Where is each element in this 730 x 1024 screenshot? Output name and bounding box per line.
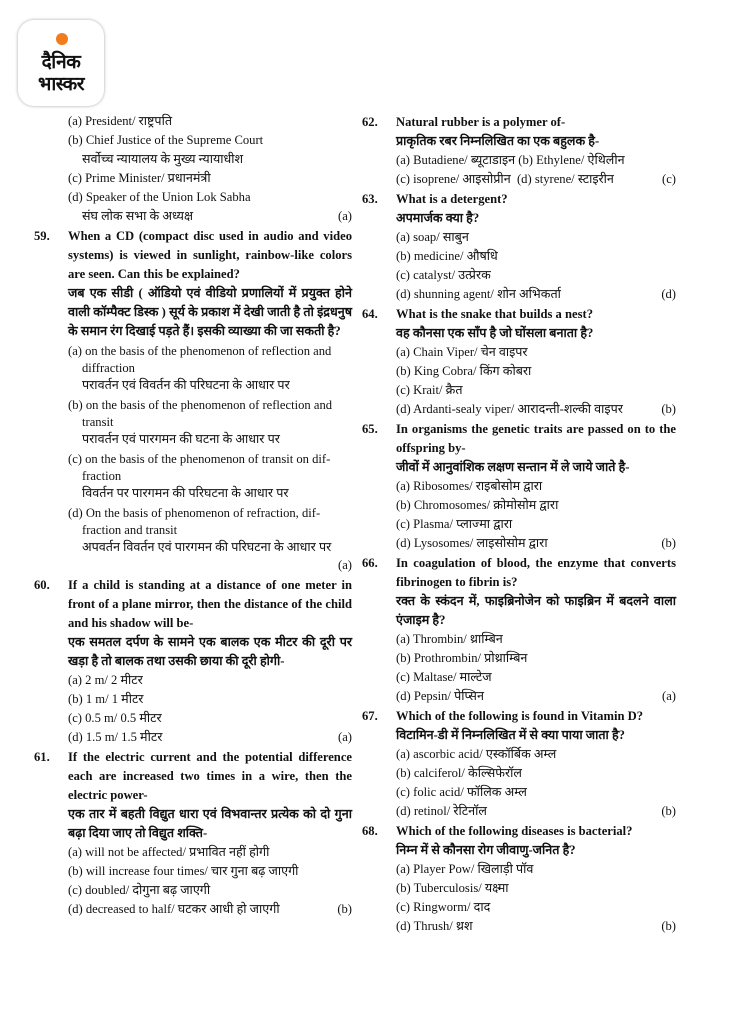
option: (d) shunning agent/ शोन अभिकर्ता (d) <box>362 285 676 304</box>
option: (b) Tuberculosis/ यक्ष्मा <box>396 881 509 895</box>
question-65 <box>362 420 676 477</box>
question-61 <box>34 748 352 843</box>
option: (c) 0.5 m/ 0.5 मीटर <box>68 711 162 725</box>
question-text-hi: वह कौनसा एक साँप है जो घोंसला बनाता है? <box>396 326 594 340</box>
option: (a) 2 m/ 2 मीटर <box>68 673 143 687</box>
question-text-en: What is the snake that builds a nest? <box>396 307 593 321</box>
option: (b) 1 m/ 1 मीटर <box>68 692 144 706</box>
option: (c) Krait/ क्रैत <box>396 383 463 397</box>
option: (d) Thrush/ थ्रश (b) <box>362 917 676 936</box>
question-text-hi: विटामिन-डी में निम्नलिखित में से क्या पाया जाता है? <box>396 728 625 742</box>
answer-key: (a) <box>338 209 352 223</box>
question-text-hi: अपमार्जक क्या है? <box>396 211 480 225</box>
answer-key: (c) <box>662 172 676 186</box>
option: (c) Ringworm/ दाद <box>396 900 491 914</box>
option: (a) soap/ साबुन <box>396 230 469 244</box>
answer-key: (b) <box>337 902 352 916</box>
question-number: 67. <box>362 709 378 723</box>
option: (d) 1.5 m/ 1.5 मीटर (a) <box>34 728 352 747</box>
option: (b) will increase four times/ चार गुना बढ़ जाएगी <box>68 864 299 878</box>
option: (c) Plasma/ प्लाज्मा द्वारा <box>396 517 513 531</box>
question-number: 64. <box>362 307 378 321</box>
option: (c) catalyst/ उत्प्रेरक <box>396 268 491 282</box>
question-number: 66. <box>362 556 378 570</box>
option: (d) On the basis of phenomenon of refraction, dif- fraction and transit अपवर्तन विवर्तन एवं पारगमन की परिघटना के आधार पर <box>68 506 332 554</box>
question-number: 68. <box>362 824 378 838</box>
question-62 <box>362 113 676 151</box>
option: (b) Chromosomes/ क्रोमोसोम द्वारा <box>396 498 559 512</box>
option: (c) on the basis of the phenomenon of transit on dif- fraction विवर्तन पर पारगमन की परिघटना के आधार पर <box>68 452 331 500</box>
right-column <box>362 112 676 936</box>
option: (a) President/ राष्ट्रपति <box>68 114 173 128</box>
option: (b) medicine/ औषधि <box>396 249 498 263</box>
option: (c) isoprene/ आइसोप्रीन (d) styrene/ स्टाइरीन (c) <box>362 170 676 189</box>
option: (b) Chief Justice of the Supreme Court सर्वोच्च न्यायालय के मुख्य न्यायाधीश <box>68 133 264 166</box>
option: (a) Ribosomes/ राइबोसोम द्वारा <box>396 479 543 493</box>
option: (a) Player Pow/ खिलाड़ी पॉव <box>396 862 534 876</box>
question-number: 62. <box>362 115 378 129</box>
question-text-en: When a CD (compact disc used in audio and video systems) is viewed in sunlight, rainbow-like colors are seen. Can this be explained? <box>68 229 352 281</box>
question-64 <box>362 305 676 343</box>
answer-key: (b) <box>661 402 676 416</box>
option: (d) Speaker of the Union Lok Sabha संघ लोक सभा के अध्यक्ष (a) <box>34 188 352 226</box>
question-text-hi: जब एक सीडी ( ऑडियो एवं वीडियो प्रणालियों में प्रयुक्त होने वाली कॉम्पैक्ट डिस्क ) सूर्य के प्रकाश में देखी जाती है तो इंद्रधनुष के समान रंग दिखाई पड़ते हैं। इसकी व्याख्या की जा सकती है? <box>68 286 352 338</box>
question-text-en: In coagulation of blood, the enzyme that converts fibrinogen to fibrin is? <box>396 556 676 589</box>
option: (a) on the basis of the phenomenon of reflection and diffraction परावर्तन एवं विवर्तन की परिघटना के आधार पर <box>68 344 332 392</box>
question-number: 61. <box>34 750 50 764</box>
answer-key: (d) <box>661 287 676 301</box>
question-67 <box>362 707 676 745</box>
option: (c) Prime Minister/ प्रधानमंत्री <box>68 171 211 185</box>
question-text-en: Natural rubber is a polymer of- <box>396 115 566 129</box>
question-number: 59. <box>34 229 50 243</box>
option: (d) decreased to half/ घटकर आधी हो जाएगी (b) <box>34 900 352 919</box>
question-text-hi: निम्न में से कौनसा रोग जीवाणु-जनित है? <box>396 843 576 857</box>
option: (b) King Cobra/ किंग कोबरा <box>396 364 532 378</box>
question-60 <box>34 576 352 671</box>
left-column <box>34 112 352 919</box>
option: (a) ascorbic acid/ एस्कॉर्बिक अम्ल <box>396 747 557 761</box>
question-63 <box>362 190 676 228</box>
question-text-en: Which of the following diseases is bacterial? <box>396 824 633 838</box>
option: (a) Chain Viper/ चेन वाइपर <box>396 345 528 359</box>
answer-key: (a) <box>662 689 676 703</box>
question-text-en: In organisms the genetic traits are passed on to the offspring by- <box>396 422 676 455</box>
brand-line2: भास्कर <box>37 73 85 95</box>
brand-logo <box>18 20 104 106</box>
option: (b) calciferol/ केल्सिफेरॉल <box>396 766 522 780</box>
question-text-en: If a child is standing at a distance of one meter in front of a plane mirror, then the distance of the child and his shadow will be- <box>68 578 352 630</box>
sun-icon <box>56 33 68 45</box>
brand-line1: दैनिक <box>41 51 81 73</box>
option: (b) on the basis of the phenomenon of reflection and transit परावर्तन एवं पारगमन की घटना के आधार पर <box>68 398 333 446</box>
option: (c) doubled/ दोगुना बढ़ जाएगी <box>68 883 211 897</box>
answer-key: (b) <box>661 804 676 818</box>
answer-key: (b) <box>661 919 676 933</box>
question-text-hi: प्राकृतिक रबर निम्नलिखित का एक बहुलक है- <box>396 134 600 148</box>
question-text-hi: एक समतल दर्पण के सामने एक बालक एक मीटर की दूरी पर खड़ा है तो बालक तथा उसकी छाया की दूरी होगी- <box>68 635 352 668</box>
question-68 <box>362 822 676 860</box>
question-text-en: Which of the following is found in Vitamin D? <box>396 709 644 723</box>
option: (b) Prothrombin/ प्रोथ्राम्बिन <box>396 651 528 665</box>
question-text-hi: रक्त के स्कंदन में, फाइब्रिनोजेन को फाइब्रिन में बदलने वाला एंजाइम है? <box>396 594 676 627</box>
option: (a) Butadiene/ ब्यूटाडाइन (b) Ethylene/ ऐथिलीन <box>396 153 625 167</box>
option: (d) Lysosomes/ लाइसोसोम द्वारा (b) <box>362 534 676 553</box>
answer-key: (b) <box>661 536 676 550</box>
question-59 <box>34 227 352 341</box>
option: (a) will not be affected/ प्रभावित नहीं होगी <box>68 845 270 859</box>
answer-key: (a) <box>338 730 352 744</box>
question-number: 63. <box>362 192 378 206</box>
answer-key: (a) <box>338 558 352 572</box>
question-number: 60. <box>34 578 50 592</box>
option: (a) Thrombin/ थ्राम्बिन <box>396 632 503 646</box>
question-text-hi: जीवों में आनुवांशिक लक्षण सन्तान में ले जाये जाते है- <box>396 460 630 474</box>
question-text-hi: एक तार में बहती विद्युत धारा एवं विभवान्तर प्रत्येक को दो गुना बढ़ा दिया जाए तो विद्युत शक्ति- <box>68 807 352 840</box>
question-number: 65. <box>362 422 378 436</box>
question-66 <box>362 554 676 630</box>
option: (c) Maltase/ माल्टेज <box>396 670 492 684</box>
question-text-en: What is a detergent? <box>396 192 508 206</box>
option: (d) Ardanti-sealy viper/ आरादन्ती-शल्की वाइपर (b) <box>362 400 676 419</box>
option: (c) folic acid/ फॉलिक अम्ल <box>396 785 527 799</box>
option: (d) retinol/ रेटिनॉल (b) <box>362 802 676 821</box>
option: (d) Pepsin/ पेप्सिन (a) <box>362 687 676 706</box>
question-text-en: If the electric current and the potential difference each are increased two times in a wire, then the electric power- <box>68 750 352 802</box>
